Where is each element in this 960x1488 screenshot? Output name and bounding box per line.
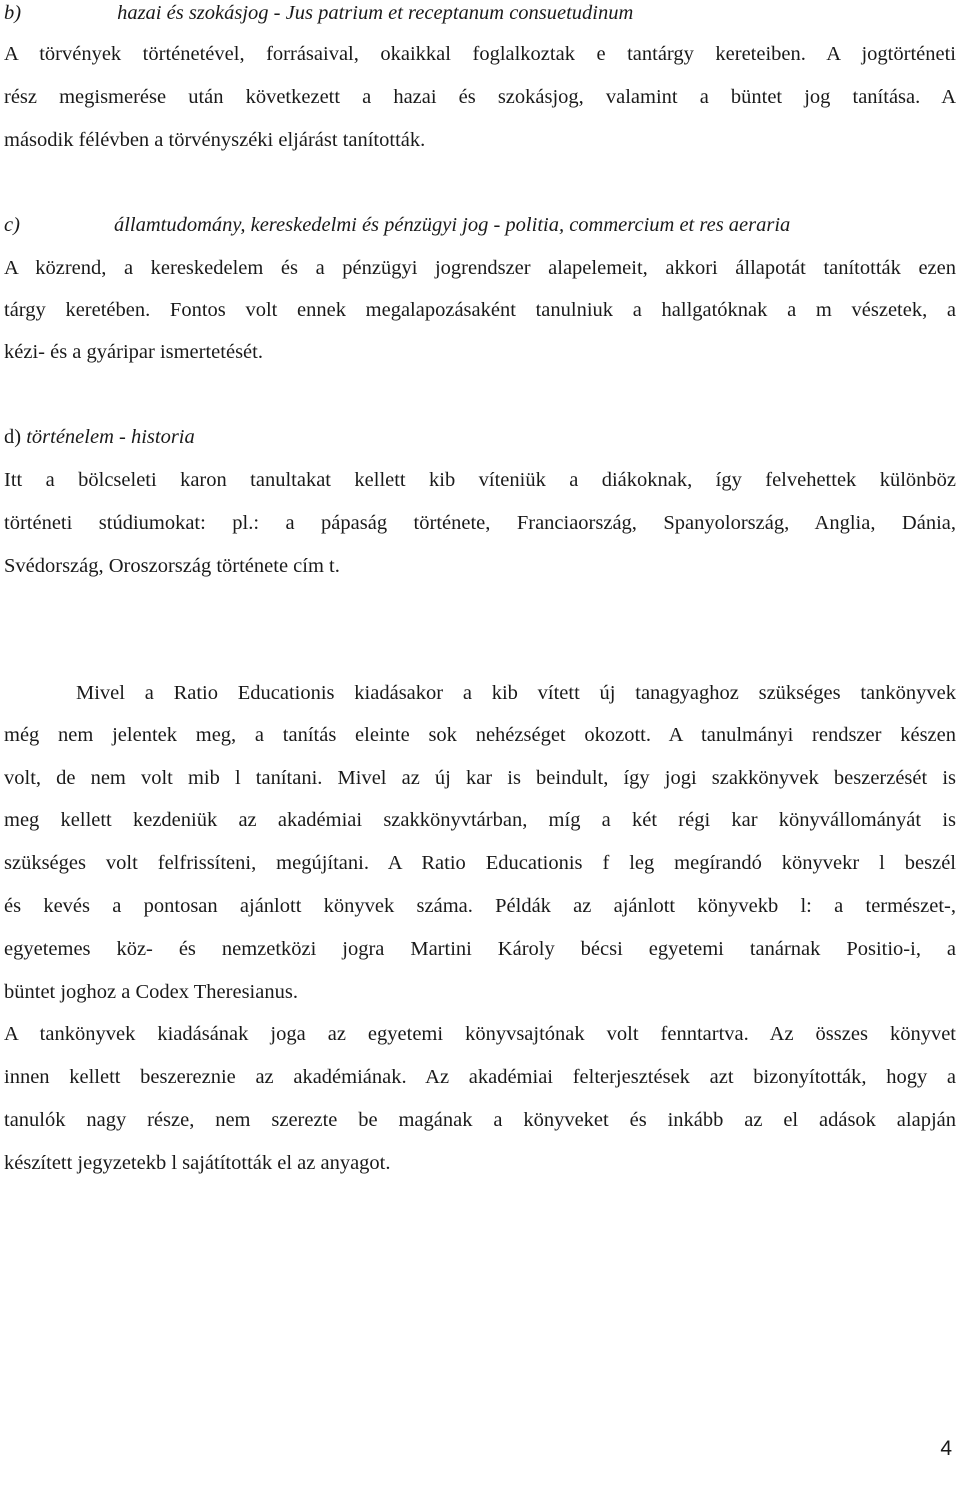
paragraph-2-line: innen kellett beszereznie az akadémiának. Az akadémiai felterjesztések azt bizonyították, hogy a	[4, 1066, 956, 1088]
section-d-line: történeti stúdiumokat: pl.: a pápaság története, Franciaország, Spanyolország, Anglia, Dánia,	[4, 512, 956, 534]
section-b-line: rész megismerése után következett a hazai és szokásjog, valamint a büntet jog tanítása. A	[4, 86, 956, 108]
section-c-heading: államtudomány, kereskedelmi és pénzügyi jog - politia, commercium et res aeraria	[113, 214, 791, 236]
section-b-line: második félévben a törvényszéki eljárást tanították.	[4, 129, 426, 151]
paragraph-1-line: büntet joghoz a Codex Theresianus.	[4, 981, 298, 1003]
section-c-marker: c)	[4, 214, 20, 236]
paragraph-1-line: és kevés a pontosan ajánlott könyvek száma. Példák az ajánlott könyvekb l: a természet-,	[4, 895, 956, 917]
page-number: 4	[940, 1437, 952, 1460]
section-d-line: Itt a bölcseleti karon tanultakat kellett kib víteniük a diákoknak, így felvehettek különböz	[4, 469, 956, 491]
section-c-line: A közrend, a kereskedelem és a pénzügyi jogrendszer alapelemeit, akkori állapotát tanították ezen	[4, 257, 956, 279]
section-d-line: Svédország, Oroszország története cím t.	[4, 555, 340, 577]
section-c-line: tárgy keretében. Fontos volt ennek megalapozásaként tanulniuk a hallgatóknak a m vészetek, a	[4, 299, 956, 321]
section-b-heading-line	[4, 0, 956, 26]
section-b-line: A törvények történetével, forrásaival, okaikkal foglalkoztak e tantárgy kereteiben. A jogtörténeti	[4, 43, 956, 65]
paragraph-1-line: egyetemes köz- és nemzetközi jogra Martini Károly bécsi egyetemi tanárnak Positio-i, a	[4, 938, 956, 960]
paragraph-1-line: volt, de nem volt mib l tanítani. Mivel az új kar is beindult, így jogi szakkönyvek beszerzését is	[4, 767, 956, 789]
paragraph-1-line: szükséges volt felfrissíteni, megújítani. A Ratio Educationis f leg megírandó könyvekr l beszél	[4, 852, 956, 874]
paragraph-2-line: készített jegyzetekb l sajátították el az anyagot.	[4, 1152, 391, 1174]
section-d-heading-line	[4, 424, 956, 450]
section-b-heading: hazai és szokásjog - Jus patrium et receptanum consuetudinum	[117, 2, 634, 24]
section-b-marker: b)	[4, 2, 22, 24]
paragraph-1-line: Mivel a Ratio Educationis kiadásakor a kib vített új tanagyaghoz szükséges tankönyvek	[76, 682, 956, 704]
paragraph-2-line: A tankönyvek kiadásának joga az egyetemi könyvsajtónak volt fenntartva. Az összes könyvet	[4, 1023, 956, 1045]
paragraph-1-line: meg kellett kezdeniük az akadémiai szakkönyvtárban, míg a két régi kar könyvállományát is	[4, 809, 956, 831]
paragraph-1-line: még nem jelentek meg, a tanítás eleinte sok nehézséget okozott. A tanulmányi rendszer készen	[4, 724, 956, 746]
paragraph-2-line: tanulók nagy része, nem szerezte be magának a könyveket és inkább az el adások alapján	[4, 1109, 956, 1131]
section-c-line: kézi- és a gyáripar ismertetését.	[4, 341, 263, 363]
section-d-heading: történelem - historia	[26, 426, 195, 448]
section-c-heading-line	[4, 212, 956, 238]
section-d-marker: d)	[4, 426, 22, 448]
